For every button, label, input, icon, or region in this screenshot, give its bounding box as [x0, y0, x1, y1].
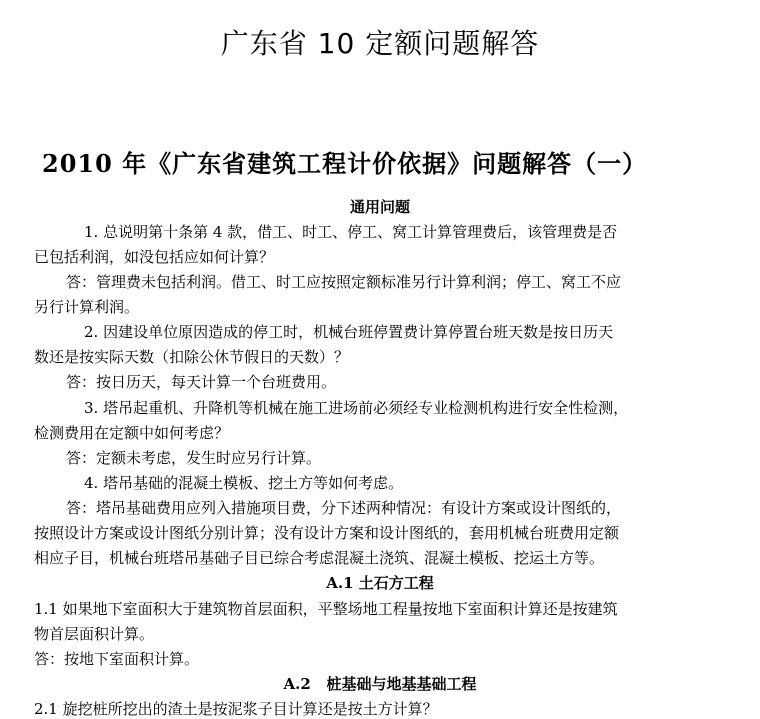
section-heading-a2: A.2 桩基础与地基基础工程 — [283, 675, 477, 693]
question-2-1: 2.1 旋挖桩所挖出的渣土是按泥浆子目计算还是按土方计算？ — [34, 700, 438, 718]
section-heading-general: 通用问题 — [349, 198, 410, 216]
question-1-line-1: 1. 总说明第十条第 4 款，借工、时工、停工、窝工计算管理费后，该管理费是否 — [84, 223, 618, 241]
question-2-line-2: 数还是按实际天数（扣除公休节假日的天数）？ — [34, 348, 350, 366]
answer-1-line-2: 另行计算利润。 — [34, 298, 140, 316]
answer-4-line-1: 答：塔吊基础费用应列入措施项目费，分下述两种情况：有设计方案或设计图纸的， — [66, 499, 622, 517]
answer-2: 答：按日历天，每天计算一个台班费用。 — [66, 373, 337, 391]
answer-1-1: 答：按地下室面积计算。 — [34, 650, 200, 668]
answer-4-line-3: 相应子目，机械台班塔吊基础子目已综合考虑混凝土浇筑、混凝土模板、挖运土方等。 — [34, 549, 605, 567]
question-1-1-line-1: 1.1 如果地下室面积大于建筑物首层面积，平整场地工程量按地下室面积计算还是按建筑 — [34, 600, 618, 618]
answer-3: 答：定额未考虑，发生时应另行计算。 — [66, 449, 322, 467]
question-2-line-1: 2. 因建设单位原因造成的停工时，机械台班停置费计算停置台班天数是按日历天 — [84, 323, 614, 341]
document-title: 广东省 10 定额问题解答 — [220, 27, 540, 60]
question-1-1-line-2: 物首层面积计算。 — [34, 625, 155, 643]
main-heading: 2010 年《广东省建筑工程计价依据》问题解答（一） — [42, 149, 648, 178]
question-1-line-2: 已包括利润，如没包括应如何计算？ — [34, 248, 275, 266]
section-heading-a1: A.1 土石方工程 — [326, 574, 434, 592]
question-3-line-1: 3. 塔吊起重机、升降机等机械在施工进场前必须经专业检测机构进行安全性检测， — [84, 399, 629, 417]
question-3-line-2: 检测费用在定额中如何考虑？ — [34, 424, 230, 442]
answer-1-line-1: 答：管理费未包括利润。借工、时工应按照定额标准另行计算利润；停工、窝工不应 — [66, 273, 622, 291]
question-4: 4. 塔吊基础的混凝土模板、挖土方等如何考虑。 — [84, 474, 404, 492]
answer-4-line-2: 按照设计方案或设计图纸分别计算；没有设计方案和设计图纸的，套用机械台班费用定额 — [34, 524, 620, 542]
